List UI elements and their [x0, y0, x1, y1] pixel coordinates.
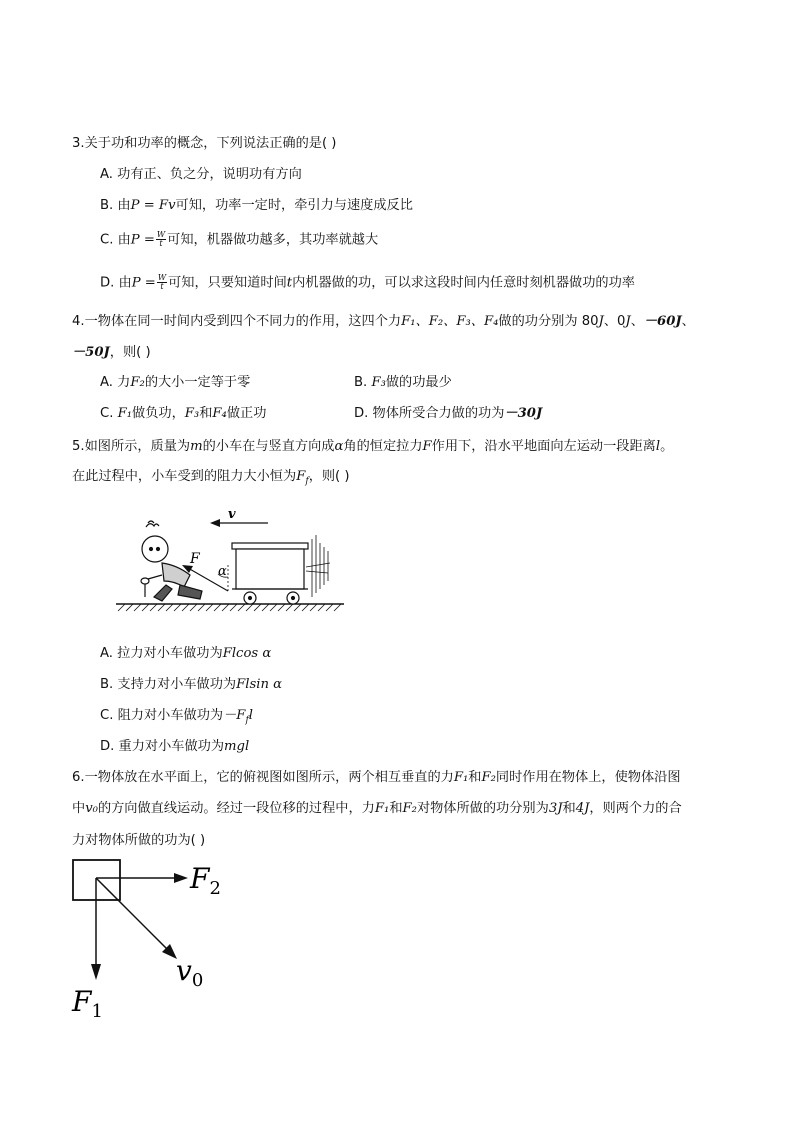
f1-arrowhead [91, 964, 101, 980]
velocity-arrowhead [210, 519, 220, 527]
fraction: $\frac{W}{t}$ [156, 230, 166, 248]
q4-option-c[interactable]: C. F₁做负功，F₃和F₄做正功 [100, 406, 267, 421]
f1-label: $F_1$ [72, 985, 103, 1021]
q5-option-d[interactable]: D. 重力对小车做功为mgl [100, 739, 250, 754]
q6-stem-line1: 6.一物体放在水平面上，它的俯视图如图所示，两个相互垂直的力F₁和F₂同时作用在物体上，使物体沿图 [72, 770, 681, 785]
f2-arrowhead [174, 873, 188, 883]
q3-stem: 3.关于功和功率的概念，下列说法正确的是( ) [72, 136, 337, 151]
f2-label: $F_2$ [190, 862, 221, 899]
q6-stem-line2: 中v₀的方向做直线运动。经过一段位移的过程中，力F₁和F₂对物体所做的功分别为3J和4J，则两个力的合 [72, 801, 682, 816]
velocity-label: v [228, 507, 236, 522]
q3-option-a[interactable]: A. 功有正、负之分，说明功有方向 [100, 167, 302, 182]
q4-stem-line1: 4.一物体在同一时间内受到四个不同力的作用，这四个力F₁、F₂、F₃、F₄做的功分别为 80J、0J、－60J、 [72, 314, 695, 329]
q5-option-a[interactable]: A. 拉力对小车做功为Flcos α [100, 646, 272, 661]
q5-option-c[interactable]: C. 阻力对小车做功为$-F_fl$ [100, 708, 253, 726]
q4-stem-line2: －50J，则( ) [72, 345, 151, 360]
motion-lines [306, 535, 330, 597]
q4-option-d[interactable]: D. 物体所受合力做的功为－30J [354, 406, 543, 421]
cart [232, 543, 308, 604]
q3-option-b[interactable]: B. 由P = Fv可知，功率一定时，牵引力与速度成反比 [100, 198, 413, 213]
formula: P = Fv [130, 198, 176, 213]
q5-option-b[interactable]: B. 支持力对小车做功为Flsin α [100, 677, 283, 692]
q5-stem-line1: 5.如图所示，质量为m的小车在与竖直方向成α角的恒定拉力F作用下，沿水平地面向左运动一段距离l。 [72, 439, 674, 454]
fraction: $\frac{W}{t}$ [157, 273, 167, 291]
q3-option-c[interactable]: C. 由P = $\frac{W}{t}$ 可知，机器做功越多，其功率就越大 [100, 230, 379, 248]
v0-arrow [96, 878, 168, 950]
q3-option-d[interactable]: D. 由P = $\frac{W}{t}$ 可知，只要知道时间t内机器做的功，可以求这段时间内任意时刻机器做功的功率 [100, 273, 635, 291]
force-diagram [66, 856, 236, 1021]
q5-stem-line2: 在此过程中，小车受到的阻力大小恒为$F_f$，则( ) [72, 469, 350, 487]
ground-hatching [118, 604, 341, 611]
angle-label: α [218, 564, 227, 579]
v0-label: $v_0$ [176, 954, 204, 991]
q4-option-a[interactable]: A. 力F₂的大小一定等于零 [100, 375, 251, 390]
cart-figure [110, 505, 350, 620]
force-label: F [190, 551, 200, 567]
q4-option-b[interactable]: B. F₃做的功最少 [354, 375, 452, 390]
q6-stem-line3: 力对物体所做的功为( ) [72, 833, 206, 848]
